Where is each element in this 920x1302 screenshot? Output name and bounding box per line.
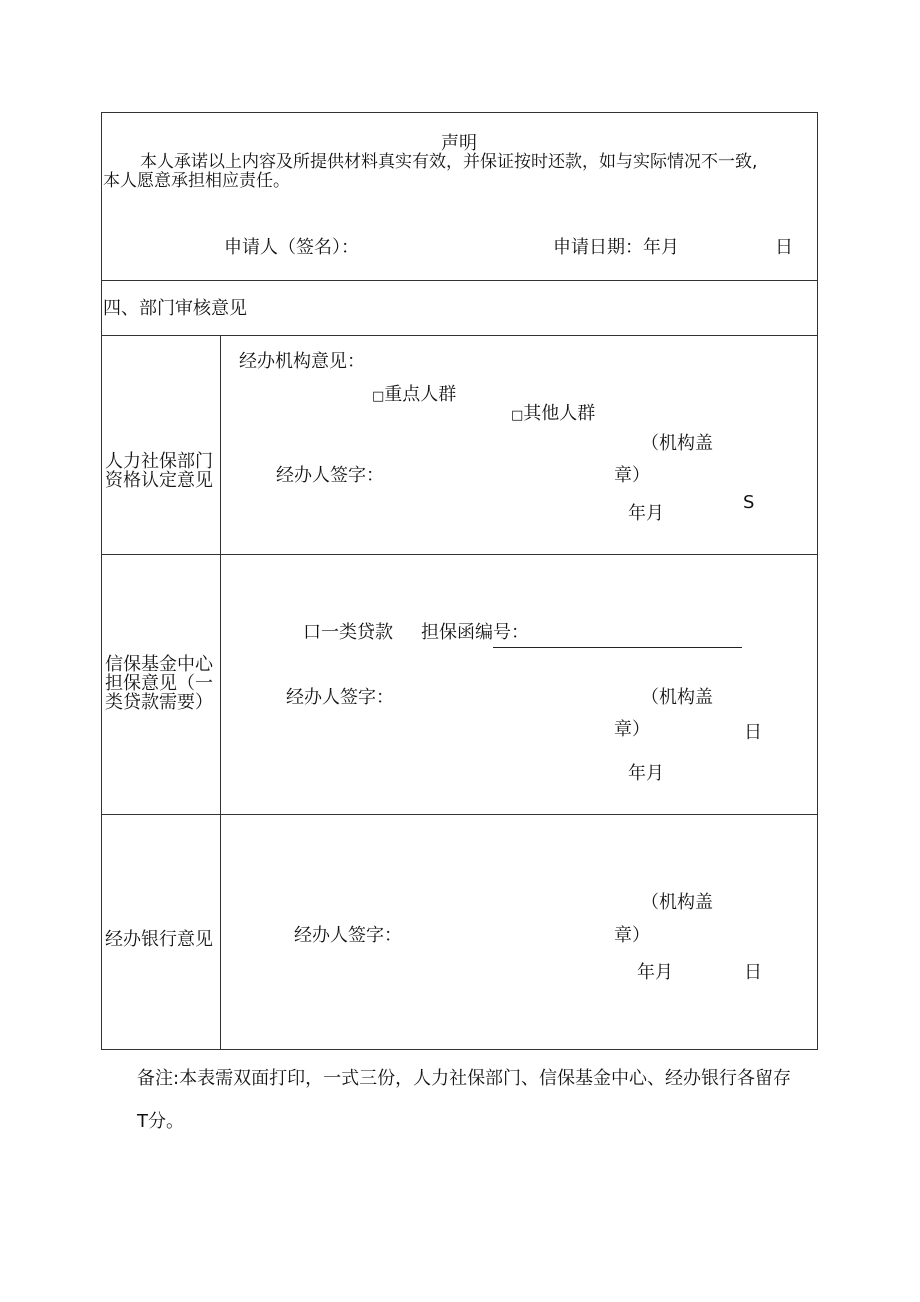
- column-divider: [220, 335, 221, 1050]
- application-date-label: 申请日期：年月: [553, 237, 679, 258]
- application-day-label: 日: [775, 237, 793, 258]
- bank-seal-line1: （机构盖: [641, 892, 713, 913]
- credit-day-label: 日: [744, 722, 762, 743]
- bank-seal-line2: 章）: [614, 925, 650, 946]
- bank-day-label: 日: [744, 962, 762, 983]
- credit-seal-line1: （机构盖: [641, 687, 713, 708]
- key-group-checkbox-box[interactable]: □: [372, 389, 385, 404]
- key-group-checkbox[interactable]: [372, 385, 456, 406]
- bank-handler-signature-label: 经办人签字：: [294, 925, 402, 946]
- guarantee-letter-number-field[interactable]: [493, 647, 742, 648]
- hr-day-label: S: [743, 492, 755, 513]
- hr-seal-line1: （机构盖: [641, 433, 713, 454]
- hr-section-label-line1: 人力社保部门: [105, 451, 213, 472]
- credit-section-label-line3: 类贷款需要）: [105, 692, 213, 713]
- other-group-checkbox-box[interactable]: □: [511, 408, 524, 423]
- bank-section-label: 经办银行意见: [105, 929, 213, 950]
- hr-handler-signature-label: 经办人签字：: [276, 465, 384, 486]
- row-divider-credit: [101, 814, 818, 815]
- row-divider-hr: [101, 554, 818, 555]
- declaration-title: 声明: [441, 133, 477, 154]
- other-group-checkbox[interactable]: [511, 404, 595, 425]
- agency-opinion-label: 经办机构意见：: [239, 351, 365, 372]
- row-divider-section4: [101, 335, 818, 336]
- credit-section-label-line1: 信保基金中心: [105, 654, 213, 675]
- declaration-text-line1: 本人承诺以上内容及所提供材料真实有效，并保证按时还款，如与实际情况不一致,: [140, 152, 758, 172]
- row-divider-declaration: [101, 280, 818, 281]
- guarantee-letter-number-label: 担保函编号：: [421, 622, 529, 643]
- footnote-line2: T分。: [137, 1111, 184, 1132]
- key-group-checkbox-label: 重点人群: [384, 384, 457, 405]
- class-one-loan-checkbox[interactable]: 口一类贷款: [303, 622, 393, 643]
- footnote-line1: 备注:本表需双面打印，一式三份，人力社保部门、信保基金中心、经办银行各留存: [137, 1068, 792, 1089]
- other-group-checkbox-label: 其他人群: [523, 403, 596, 424]
- credit-handler-signature-label: 经办人签字：: [286, 687, 394, 708]
- credit-section-label-line2: 担保意见（一: [105, 673, 213, 694]
- credit-year-month-label: 年月: [628, 763, 664, 784]
- declaration-text-line2: 本人愿意承担相应责任。: [103, 171, 290, 191]
- hr-section-label-line2: 资格认定意见: [105, 470, 213, 491]
- hr-seal-line2: 章）: [614, 465, 650, 486]
- section-heading-dept-review: 四、部门审核意见: [103, 298, 247, 319]
- bank-year-month-label: 年月: [637, 962, 673, 983]
- hr-year-month-label: 年月: [628, 503, 664, 524]
- applicant-signature-label: 申请人（签名）：: [224, 237, 359, 258]
- credit-seal-line2: 章）: [614, 719, 650, 740]
